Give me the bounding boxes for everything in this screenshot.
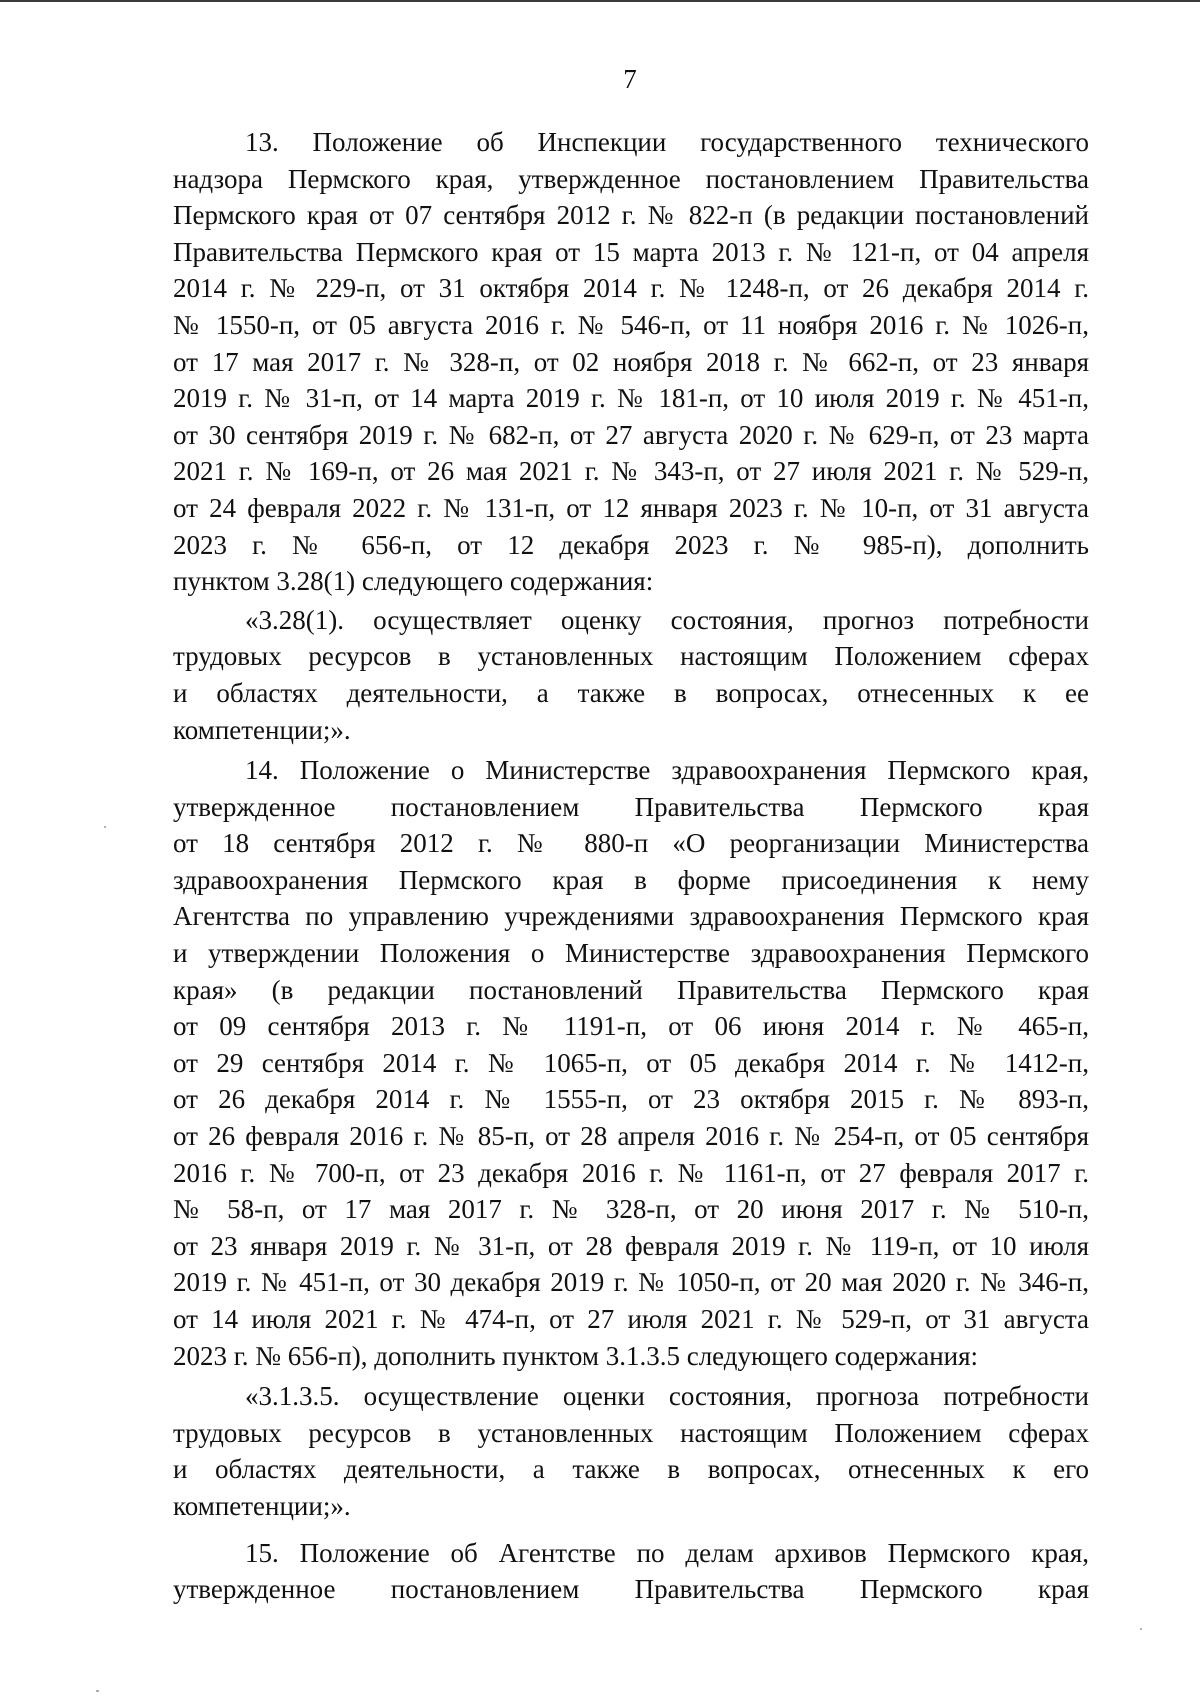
text-line: от 30 сентября 2019 г. № 682-п, от 27 августа 2020 г. № 629-п, от 23 марта (173, 419, 1089, 450)
text-line: Правительства Пермского края от 15 марта 2013 г. № 121-п, от 04 апреля (173, 236, 1089, 267)
text-line: от 24 февраля 2022 г. № 131-п, от 12 января 2023 г. № 10-п, от 31 августа (173, 492, 1089, 523)
text-line: 2021 г. № 169-п, от 26 мая 2021 г. № 343-п, от 27 июля 2021 г. № 529-п, (173, 456, 1089, 487)
text-line: 2014 г. № 229-п, от 31 октября 2014 г. № 1248-п, от 26 декабря 2014 г. (173, 273, 1089, 304)
text-line: трудовых ресурсов в установленных настоящим Положением сферах (173, 1417, 1089, 1448)
text-line: от 14 июля 2021 г. № 474-п, от 27 июля 2021 г. № 529-п, от 31 августа (173, 1304, 1089, 1334)
text-line: № 58-п, от 17 мая 2017 г. № 328-п, от 20 июня 2017 г. № 510-п, (173, 1194, 1089, 1225)
text-line: утвержденное постановлением Правительства Пермского края (173, 1574, 1089, 1605)
scan-speck (96, 1690, 99, 1692)
text-line: от 18 сентября 2012 г. № 880-п «О реорганизации Министерства (173, 828, 1089, 859)
text-line: 2016 г. № 700-п, от 23 декабря 2016 г. № 1161-п, от 27 февраля 2017 г. (173, 1157, 1089, 1188)
text-line: 15. Положение об Агентстве по делам архивов Пермского края, (245, 1537, 1089, 1568)
text-line: 2019 г. № 31-п, от 14 марта 2019 г. № 181-п, от 10 июля 2019 г. № 451-п, (173, 383, 1089, 414)
text-line: от 29 сентября 2014 г. № 1065-п, от 05 декабря 2014 г. № 1412-п, (173, 1047, 1089, 1078)
text-line: и областях деятельности, а также в вопросах, отнесенных к его (173, 1454, 1089, 1485)
paragraph-q13 (173, 602, 1089, 748)
text-line: и областях деятельности, а также в вопросах, отнесенных к ее (173, 677, 1089, 708)
text-line: 14. Положение о Министерстве здравоохранения Пермского края, (245, 755, 1089, 786)
text-line: № 1550-п, от 05 августа 2016 г. № 546-п, от 11 ноября 2016 г. № 1026-п, (173, 309, 1089, 340)
document-body (173, 124, 1089, 1608)
text-line: компетенции;». (173, 714, 351, 745)
text-line: утвержденное постановлением Правительства Пермского края (173, 791, 1089, 822)
text-line: от 23 января 2019 г. № 31-п, от 28 февраля 2019 г. № 119-п, от 10 июля (173, 1230, 1089, 1261)
text-line: от 26 февраля 2016 г. № 85-п, от 28 апреля 2016 г. № 254-п, от 05 сентября (173, 1121, 1089, 1152)
text-line: «3.28(1). осуществляет оценку состояния, прогноз потребности (245, 604, 1089, 635)
text-line: надзора Пермского края, утвержденное постановлением Правительства (173, 163, 1089, 194)
text-line: компетенции;». (173, 1490, 351, 1521)
paragraph-q14 (173, 1378, 1089, 1524)
text-line: Агентства по управлению учреждениями здравоохранения Пермского края (173, 901, 1089, 932)
text-line: от 26 декабря 2014 г. № 1555-п, от 23 октября 2015 г. № 893-п, (173, 1084, 1089, 1115)
scan-speck (104, 826, 106, 828)
text-line: трудовых ресурсов в установленных настоящим Положением сферах (173, 641, 1089, 672)
text-line: 2019 г. № 451-п, от 30 декабря 2019 г. № 1050-п, от 20 мая 2020 г. № 346-п, (173, 1267, 1089, 1298)
text-line: «3.1.3.5. осуществление оценки состояния, прогноза потребности (245, 1381, 1089, 1412)
page-number: 7 (623, 64, 637, 94)
scan-speck (1140, 1628, 1142, 1630)
text-line: 2023 г. № 656-п), дополнить пунктом 3.1.3.5 следующего содержания: (173, 1340, 979, 1371)
text-line: Пермского края от 07 сентября 2012 г. № 822-п (в редакции постановлений (173, 200, 1089, 231)
text-line: 13. Положение об Инспекции государственного технического (245, 127, 1089, 157)
scan-edge (0, 0, 1200, 2)
paragraph-p14 (173, 752, 1089, 1374)
text-line: от 17 мая 2017 г. № 328-п, от 02 ноября 2018 г. № 662-п, от 23 января (173, 346, 1089, 377)
paragraph-p13 (173, 124, 1089, 600)
text-line: от 09 сентября 2013 г. № 1191-п, от 06 июня 2014 г. № 465-п, (173, 1011, 1089, 1042)
paragraph-p15 (173, 1535, 1089, 1608)
text-line: пунктом 3.28(1) следующего содержания: (173, 566, 654, 597)
text-line: 2023 г. № 656-п, от 12 декабря 2023 г. № 985-п), дополнить (173, 529, 1089, 560)
text-line: края» (в редакции постановлений Правительства Пермского края (173, 974, 1089, 1005)
text-line: здравоохранения Пермского края в форме присоединения к нему (173, 864, 1089, 895)
text-line: и утверждении Положения о Министерстве здравоохранения Пермского (173, 938, 1089, 969)
